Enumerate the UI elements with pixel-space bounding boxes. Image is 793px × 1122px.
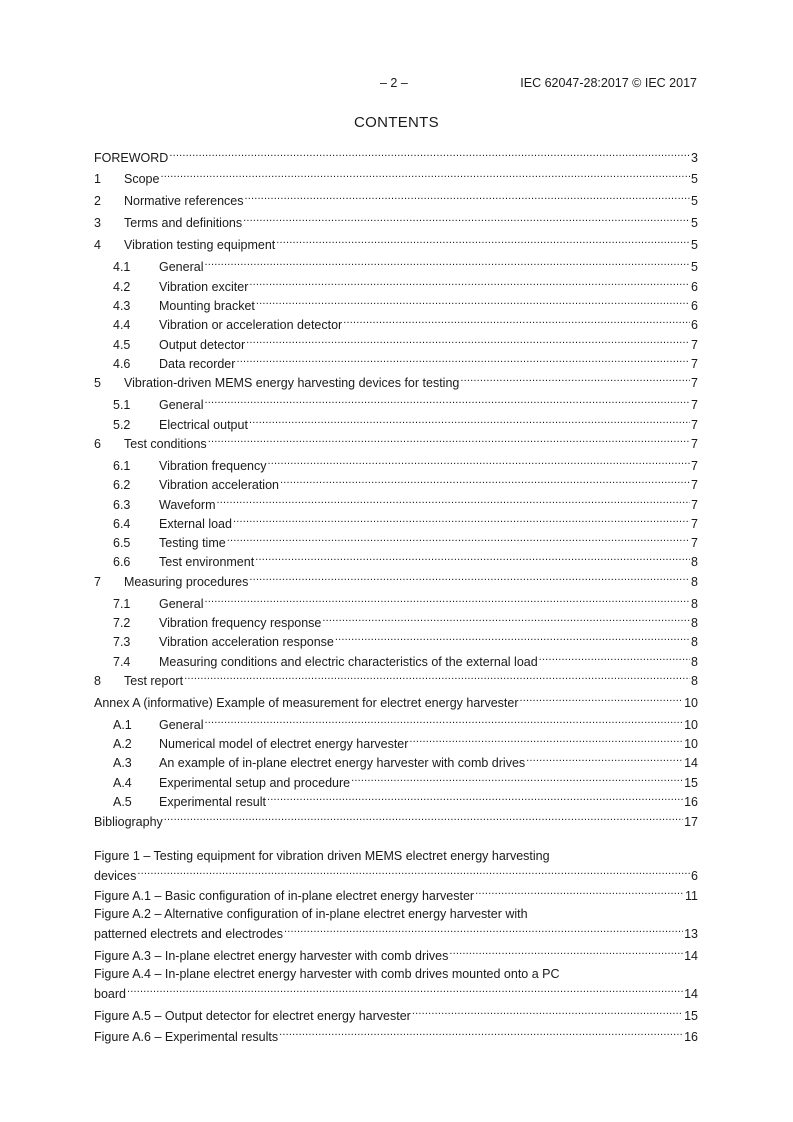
dot-leader [233,512,690,528]
figure-entry[interactable] [94,944,698,963]
standard-identifier: IEC 62047-28:2017 © IEC 2017 [520,76,697,90]
toc-entry-page: 7 [691,376,698,390]
toc-entry-number: 6.1 [113,459,131,473]
toc-entry-page: 8 [691,575,698,589]
toc-entry-number: A.2 [113,737,132,751]
toc-entry-label: External load [159,517,232,531]
dot-leader [246,333,690,349]
toc-entry-label: General [159,260,204,274]
toc-entry-number: 4.4 [113,318,131,332]
toc-entry-number: 1 [94,172,101,186]
toc-entry-label: Test environment [159,555,255,569]
figure-entry-page: 14 [684,987,698,1001]
dot-leader [267,790,683,806]
toc-entry-number: A.4 [113,776,132,790]
figure-entry[interactable] [94,1025,698,1044]
toc-entry-page: 5 [691,238,698,252]
toc-entry-page: 8 [691,597,698,611]
toc-entry-number: 7 [94,575,101,589]
dot-leader [204,713,683,729]
toc-entry-label: Test report [124,674,184,688]
figure-entry-caption-line: Figure A.4 – In-plane electret energy harvester with comb drives mounted onto a PC [94,967,560,981]
toc-entry-page: 10 [684,696,698,710]
toc-entry[interactable] [94,294,698,313]
figure-entry[interactable] [94,848,698,883]
dot-leader [236,352,690,368]
toc-entry[interactable] [94,771,698,790]
toc-entry[interactable] [94,550,698,569]
dot-leader [526,751,683,767]
figure-entry-page: 14 [684,949,698,963]
toc-entry-page: 8 [691,616,698,630]
toc-entry-number: 6.5 [113,536,131,550]
toc-entry[interactable] [94,630,698,649]
dot-leader [249,413,690,429]
toc-entry[interactable] [94,691,698,710]
toc-entry-number: 7.1 [113,597,131,611]
toc-entry-number: 8 [94,674,101,688]
page-header [0,76,793,94]
toc-entry-page: 5 [691,172,698,186]
toc-entry-page: 15 [684,776,698,790]
toc-entry[interactable] [94,333,698,352]
toc-entry-label: Vibration acceleration response [159,635,334,649]
toc-entry-page: 6 [691,318,698,332]
toc-entry-label: Testing time [159,536,226,550]
toc-entry-label: Annex A (informative) Example of measurement for electret energy harvester [94,696,519,710]
toc-entry-number: 5.1 [113,398,131,412]
dot-leader [204,255,690,271]
dot-leader [249,570,690,586]
dot-leader [169,146,690,162]
toc-entry-number: 6.3 [113,498,131,512]
toc-entry-number: 6.6 [113,555,131,569]
toc-entry[interactable] [94,732,698,751]
toc-entry-page: 7 [691,357,698,371]
dot-leader [127,982,683,998]
toc-entry-number: A.5 [113,795,132,809]
toc-entry-label: Test conditions [124,437,207,451]
toc-entry-number: 4.6 [113,357,131,371]
dot-leader [204,393,690,409]
toc-entry[interactable] [94,570,698,589]
toc-entry-page: 10 [684,718,698,732]
dot-leader [460,371,690,387]
dot-leader [280,473,690,489]
toc-entry-label: Data recorder [159,357,236,371]
toc-entry-page: 7 [691,459,698,473]
toc-entry[interactable] [94,531,698,550]
toc-entry-page: 7 [691,398,698,412]
toc-entry-page: 7 [691,536,698,550]
dot-leader [160,167,690,183]
toc-entry-page: 17 [684,815,698,829]
figure-entry-label: Figure A.1 – Basic configuration of in-plane electret energy harvester [94,889,475,903]
toc-entry-label: Vibration or acceleration detector [159,318,343,332]
toc-entry-page: 6 [691,299,698,313]
dot-leader [249,275,690,291]
dot-leader [267,454,690,470]
toc-entry-page: 8 [691,674,698,688]
figure-entry-caption-line: Figure 1 – Testing equipment for vibration driven MEMS electret energy harvesting [94,849,550,863]
toc-entry-number: 4 [94,238,101,252]
figure-entry[interactable] [94,906,698,941]
dot-leader [256,294,690,310]
toc-entry-label: Bibliography [94,815,163,829]
toc-entry-label: General [159,398,204,412]
toc-entry-page: 6 [691,280,698,294]
toc-entry-label: Electrical output [159,418,248,432]
toc-entry-page: 8 [691,655,698,669]
figure-entry-label: patterned electrets and electrodes [94,927,284,941]
dot-leader [137,864,690,880]
toc-entry-label: Normative references [124,194,244,208]
toc-entry[interactable] [94,611,698,630]
toc-entry-page: 5 [691,216,698,230]
toc-entry-number: 6 [94,437,101,451]
toc-entry-number: 4.2 [113,280,131,294]
toc-entry-number: 2 [94,194,101,208]
dot-leader [217,493,691,509]
toc-entry[interactable] [94,650,698,669]
toc-entry-number: 4.5 [113,338,131,352]
toc-entry-label: Vibration-driven MEMS energy harvesting devices for testing [124,376,460,390]
toc-entry[interactable] [94,493,698,512]
toc-entry-label: Vibration frequency response [159,616,322,630]
toc-entry-label: Vibration testing equipment [124,238,276,252]
toc-entry-page: 3 [691,151,698,165]
dot-leader [475,884,684,900]
figure-entry-label: Figure A.6 – Experimental results [94,1030,279,1044]
toc-entry[interactable] [94,189,698,208]
figure-entry[interactable] [94,966,698,1001]
toc-entry-label: Measuring conditions and electric characteristics of the external load [159,655,538,669]
toc-entry-label: Scope [124,172,160,186]
figure-entry-label: Figure A.5 – Output detector for electret energy harvester [94,1009,411,1023]
toc-entry-label: Vibration acceleration [159,478,279,492]
toc-entry-number: A.1 [113,718,132,732]
page-number: – 2 – [380,76,408,90]
toc-entry-page: 7 [691,437,698,451]
dot-leader [539,650,690,666]
toc-entry-label: General [159,597,204,611]
toc-entry-label: An example of in-plane electret energy harvester with comb drives [159,756,526,770]
toc-entry[interactable] [94,713,698,732]
toc-entry-label: Vibration frequency [159,459,267,473]
toc-entry[interactable] [94,512,698,531]
toc-entry-label: Output detector [159,338,246,352]
figure-entry-page: 6 [691,869,698,883]
contents-title: CONTENTS [354,114,439,131]
toc-entry[interactable] [94,146,698,165]
figure-entry-page: 16 [684,1030,698,1044]
dot-leader [279,1025,683,1041]
toc-entry-page: 8 [691,635,698,649]
toc-entry-number: 6.2 [113,478,131,492]
toc-entry-label: Mounting bracket [159,299,255,313]
toc-entry-number: 5 [94,376,101,390]
toc-entry[interactable] [94,473,698,492]
dot-leader [520,691,684,707]
figure-entry-page: 11 [685,889,698,903]
toc-entry-page: 8 [691,555,698,569]
toc-entry-page: 7 [691,338,698,352]
dot-leader [335,630,690,646]
figure-entry-label: board [94,987,126,1001]
toc-entry[interactable] [94,167,698,186]
dot-leader [204,592,690,608]
toc-entry-page: 7 [691,418,698,432]
figure-entry[interactable] [94,1004,698,1023]
dot-leader [449,944,683,960]
toc-entry-number: 3 [94,216,101,230]
toc-entry[interactable] [94,454,698,473]
dot-leader [351,771,683,787]
dot-leader [243,211,690,227]
dot-leader [276,233,690,249]
dot-leader [343,313,690,329]
figure-entry-label: devices [94,869,137,883]
toc-entry-page: 10 [684,737,698,751]
dot-leader [184,669,690,685]
dot-leader [412,1004,683,1020]
figure-entry-label: Figure A.3 – In-plane electret energy harvester with comb drives [94,949,449,963]
dot-leader [164,810,683,826]
toc-entry-page: 7 [691,517,698,531]
toc-entry[interactable] [94,810,698,829]
toc-entry-number: 4.3 [113,299,131,313]
toc-entry[interactable] [94,432,698,451]
toc-entry-label: FOREWORD [94,151,169,165]
toc-entry-label: Experimental setup and procedure [159,776,351,790]
toc-entry[interactable] [94,233,698,252]
dot-leader [208,432,690,448]
toc-entry-page: 7 [691,478,698,492]
toc-entry[interactable] [94,352,698,371]
dot-leader [245,189,691,205]
toc-entry[interactable] [94,751,698,770]
toc-entry-label: Waveform [159,498,216,512]
toc-entry-number: 5.2 [113,418,131,432]
toc-entry-label: Experimental result [159,795,266,809]
toc-entry-page: 14 [684,756,698,770]
toc-entry-label: Terms and definitions [124,216,243,230]
toc-entry-label: Numerical model of electret energy harvester [159,737,409,751]
toc-entry[interactable] [94,393,698,412]
toc-entry-label: General [159,718,204,732]
toc-entry[interactable] [94,790,698,809]
toc-entry-number: A.3 [113,756,132,770]
figure-entry-caption-line: Figure A.2 – Alternative configuration of in-plane electret energy harvester with [94,907,528,921]
toc-entry-number: 4.1 [113,260,131,274]
toc-entry[interactable] [94,275,698,294]
toc-entry-page: 7 [691,498,698,512]
toc-entry-label: Vibration exciter [159,280,249,294]
dot-leader [227,531,690,547]
dot-leader [409,732,683,748]
figure-entry[interactable] [94,884,698,903]
toc-entry-page: 5 [691,260,698,274]
toc-entry-page: 16 [684,795,698,809]
toc-entry-number: 7.3 [113,635,131,649]
toc-entry[interactable] [94,371,698,390]
figure-entry-page: 15 [684,1009,698,1023]
dot-leader [255,550,690,566]
dot-leader [322,611,690,627]
toc-entry-number: 6.4 [113,517,131,531]
toc-entry-label: Measuring procedures [124,575,249,589]
toc-entry[interactable] [94,255,698,274]
toc-entry[interactable] [94,413,698,432]
toc-entry[interactable] [94,313,698,332]
toc-entry-number: 7.4 [113,655,131,669]
toc-entry[interactable] [94,592,698,611]
toc-entry[interactable] [94,211,698,230]
dot-leader [284,922,683,938]
toc-entry[interactable] [94,669,698,688]
toc-entry-number: 7.2 [113,616,131,630]
figure-entry-page: 13 [684,927,698,941]
toc-entry-page: 5 [691,194,698,208]
